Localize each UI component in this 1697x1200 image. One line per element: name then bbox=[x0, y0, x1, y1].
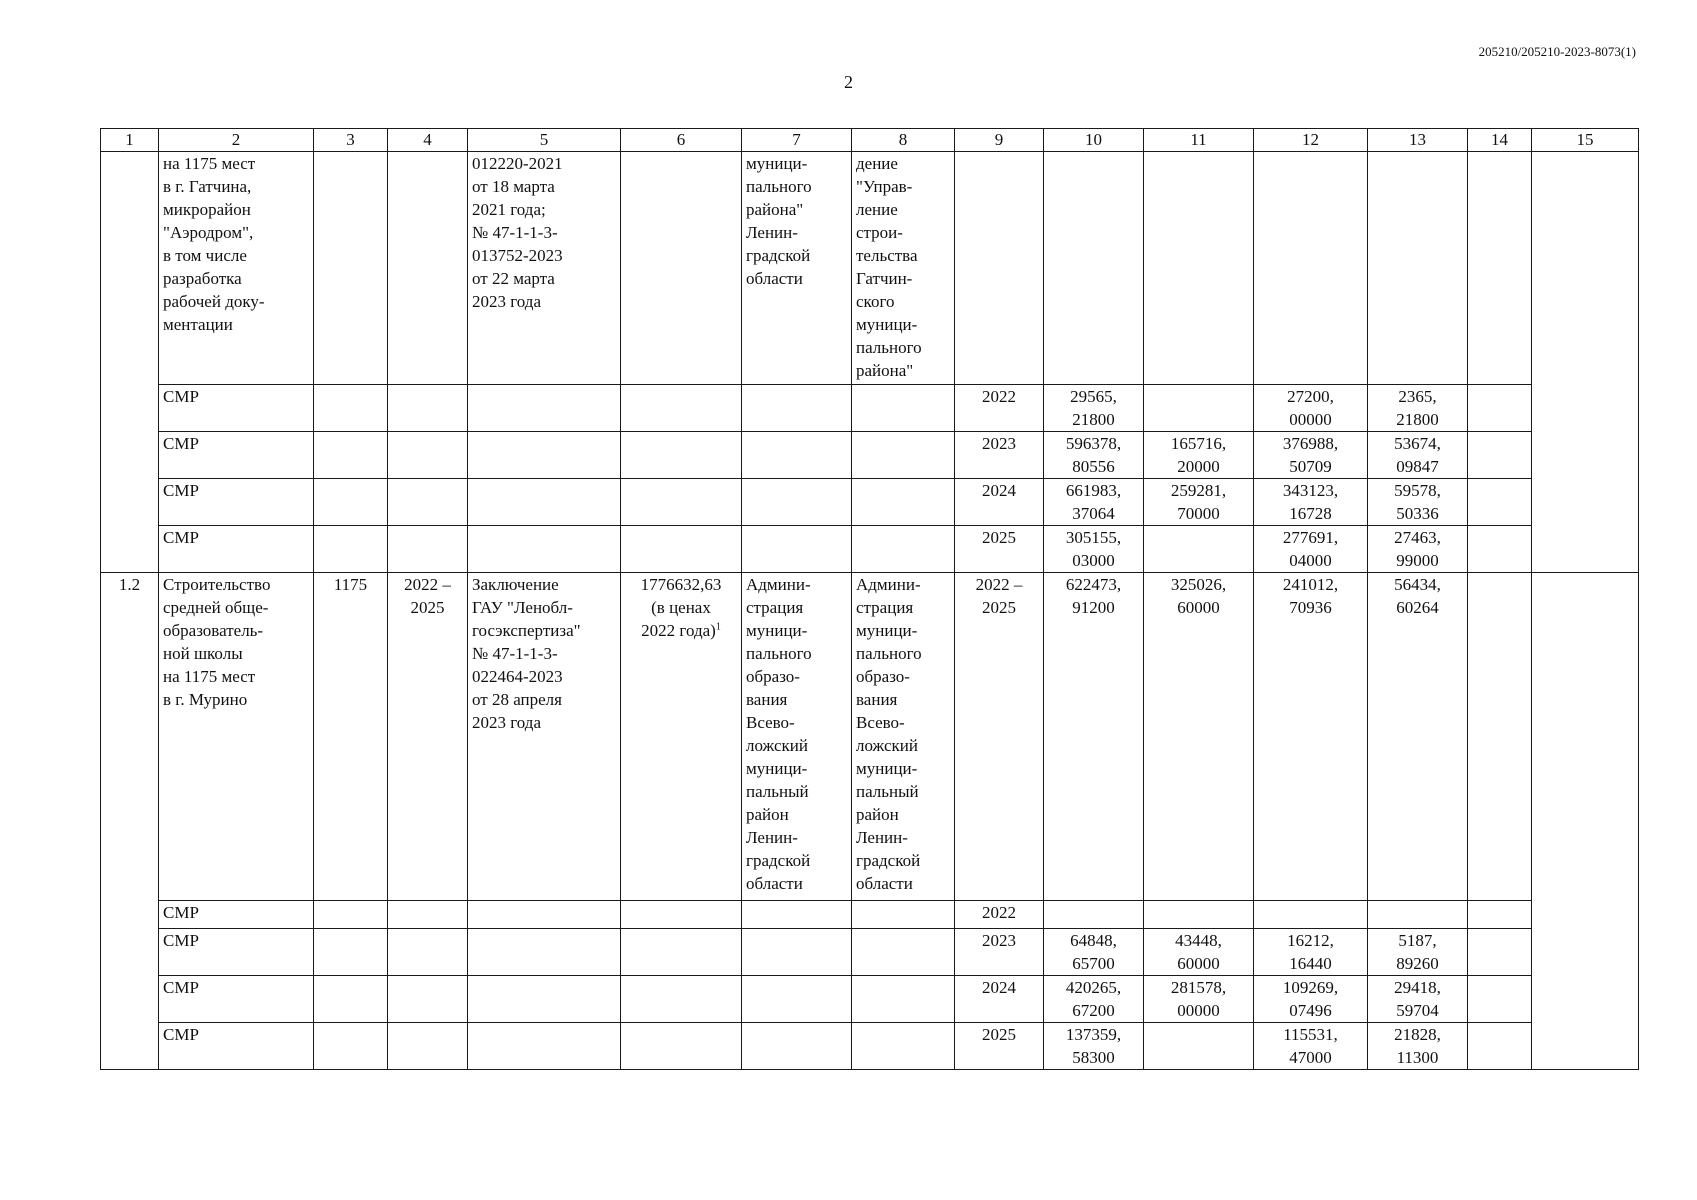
amount-cell bbox=[1368, 901, 1468, 929]
table-row bbox=[101, 479, 1639, 526]
cost-cell bbox=[621, 152, 742, 385]
period-cell: 2022 – 2025 bbox=[388, 573, 468, 901]
cost-cell bbox=[621, 573, 742, 901]
table-row bbox=[101, 385, 1639, 432]
note-cell bbox=[1532, 573, 1639, 1070]
table-row bbox=[101, 901, 1639, 929]
expertise-cell: Заключение ГАУ "Ленобл- госэкспертиза" № 47-1-1-3- 022464-2023 от 28 апреля 2023 года bbox=[468, 573, 621, 901]
column-number: 9 bbox=[955, 129, 1044, 152]
amount-cell bbox=[1468, 152, 1532, 385]
year-cell: 2022 bbox=[955, 385, 1044, 432]
amount-cell bbox=[1368, 152, 1468, 385]
year-cell: 2024 bbox=[955, 976, 1044, 1023]
customer-cell: Админи- страция муници- пального образо- вания Всево- ложский муници- пальный район Ленин- градской области bbox=[742, 573, 852, 901]
column-number: 4 bbox=[388, 129, 468, 152]
capacity-cell bbox=[314, 152, 388, 385]
period-cell bbox=[388, 152, 468, 385]
item-number-cell: 1.2 bbox=[101, 573, 159, 1070]
table-row bbox=[101, 432, 1639, 479]
year-cell: 2023 bbox=[955, 929, 1044, 976]
amount-cell: 43448, 60000 bbox=[1144, 929, 1254, 976]
table-row bbox=[101, 976, 1639, 1023]
page-number: 2 bbox=[844, 72, 853, 92]
amount-cell: 305155, 03000 bbox=[1044, 526, 1144, 573]
column-number: 3 bbox=[314, 129, 388, 152]
amount-cell: 109269, 07496 bbox=[1254, 976, 1368, 1023]
document-id: 205210/205210-2023-8073(1) bbox=[1478, 44, 1636, 59]
column-number: 11 bbox=[1144, 129, 1254, 152]
amount-cell bbox=[1254, 901, 1368, 929]
amount-cell: 259281, 70000 bbox=[1144, 479, 1254, 526]
column-number: 12 bbox=[1254, 129, 1368, 152]
year-cell: 2025 bbox=[955, 526, 1044, 573]
note-cell bbox=[1532, 152, 1639, 573]
table-row bbox=[101, 152, 1639, 385]
amount-cell: 420265, 67200 bbox=[1044, 976, 1144, 1023]
amount-cell: 2365, 21800 bbox=[1368, 385, 1468, 432]
amount-cell: 29418, 59704 bbox=[1368, 976, 1468, 1023]
amount-cell: 343123, 16728 bbox=[1254, 479, 1368, 526]
cost-value: 1776632,63 (в ценах 2022 года) bbox=[640, 575, 722, 640]
column-number: 7 bbox=[742, 129, 852, 152]
amount-cell: 64848, 65700 bbox=[1044, 929, 1144, 976]
amount-cell: 29565, 21800 bbox=[1044, 385, 1144, 432]
data-table bbox=[100, 128, 1639, 1070]
amount-cell: 241012, 70936 bbox=[1254, 573, 1368, 901]
amount-cell: 622473, 91200 bbox=[1044, 573, 1144, 901]
amount-cell: 16212, 16440 bbox=[1254, 929, 1368, 976]
customer-cell: муници- пального района" Ленин- градской области bbox=[742, 152, 852, 385]
column-number: 1 bbox=[101, 129, 159, 152]
year-cell: 2024 bbox=[955, 479, 1044, 526]
amount-cell bbox=[1468, 573, 1532, 901]
column-number: 6 bbox=[621, 129, 742, 152]
year-cell: 2022 – 2025 bbox=[955, 573, 1044, 901]
capacity-cell: 1175 bbox=[314, 573, 388, 901]
year-cell bbox=[955, 152, 1044, 385]
smr-label: СМР bbox=[159, 385, 314, 432]
item-number-cell bbox=[101, 152, 159, 573]
amount-cell bbox=[1044, 152, 1144, 385]
column-number: 14 bbox=[1468, 129, 1532, 152]
table-row bbox=[101, 526, 1639, 573]
expertise-cell: 012220-2021 от 18 марта 2021 года; № 47-1-1-3- 013752-2023 от 22 марта 2023 года bbox=[468, 152, 621, 385]
amount-cell bbox=[1254, 152, 1368, 385]
amount-cell: 376988, 50709 bbox=[1254, 432, 1368, 479]
column-number: 2 bbox=[159, 129, 314, 152]
column-number-row bbox=[101, 129, 1639, 152]
footnote-marker: 1 bbox=[715, 621, 721, 633]
amount-cell bbox=[1144, 526, 1254, 573]
year-cell: 2022 bbox=[955, 901, 1044, 929]
amount-cell: 661983, 37064 bbox=[1044, 479, 1144, 526]
table-row bbox=[101, 1023, 1639, 1070]
table-row bbox=[101, 929, 1639, 976]
amount-cell bbox=[1144, 1023, 1254, 1070]
amount-cell bbox=[1144, 152, 1254, 385]
amount-cell: 325026, 60000 bbox=[1144, 573, 1254, 901]
developer-cell: дение "Управ- ление строи- тельства Гатчин- ского муници- пального района" bbox=[852, 152, 955, 385]
amount-cell: 56434, 60264 bbox=[1368, 573, 1468, 901]
amount-cell: 53674, 09847 bbox=[1368, 432, 1468, 479]
smr-label: СМР bbox=[159, 901, 314, 929]
object-name-cell: на 1175 мест в г. Гатчина, микрорайон "Аэродром", в том числе разработка рабочей доку- ментации bbox=[159, 152, 314, 385]
amount-cell: 277691, 04000 bbox=[1254, 526, 1368, 573]
column-number: 10 bbox=[1044, 129, 1144, 152]
object-name-cell: Строительство средней обще- образователь- ной школы на 1175 мест в г. Мурино bbox=[159, 573, 314, 901]
column-number: 8 bbox=[852, 129, 955, 152]
amount-cell: 21828, 11300 bbox=[1368, 1023, 1468, 1070]
year-cell: 2023 bbox=[955, 432, 1044, 479]
amount-cell: 165716, 20000 bbox=[1144, 432, 1254, 479]
smr-label: СМР bbox=[159, 526, 314, 573]
amount-cell: 27463, 99000 bbox=[1368, 526, 1468, 573]
smr-label: СМР bbox=[159, 1023, 314, 1070]
amount-cell: 27200, 00000 bbox=[1254, 385, 1368, 432]
year-cell: 2025 bbox=[955, 1023, 1044, 1070]
amount-cell: 281578, 00000 bbox=[1144, 976, 1254, 1023]
column-number: 13 bbox=[1368, 129, 1468, 152]
smr-label: СМР bbox=[159, 432, 314, 479]
smr-label: СМР bbox=[159, 929, 314, 976]
smr-label: СМР bbox=[159, 976, 314, 1023]
developer-cell: Админи- страция муници- пального образо- вания Всево- ложский муници- пальный район Ленин- градской области bbox=[852, 573, 955, 901]
amount-cell: 596378, 80556 bbox=[1044, 432, 1144, 479]
amount-cell: 5187, 89260 bbox=[1368, 929, 1468, 976]
amount-cell bbox=[1144, 901, 1254, 929]
amount-cell bbox=[1044, 901, 1144, 929]
amount-cell: 137359, 58300 bbox=[1044, 1023, 1144, 1070]
table-row bbox=[101, 573, 1639, 901]
smr-label: СМР bbox=[159, 479, 314, 526]
column-number: 15 bbox=[1532, 129, 1639, 152]
amount-cell: 59578, 50336 bbox=[1368, 479, 1468, 526]
amount-cell: 115531, 47000 bbox=[1254, 1023, 1368, 1070]
amount-cell bbox=[1144, 385, 1254, 432]
column-number: 5 bbox=[468, 129, 621, 152]
